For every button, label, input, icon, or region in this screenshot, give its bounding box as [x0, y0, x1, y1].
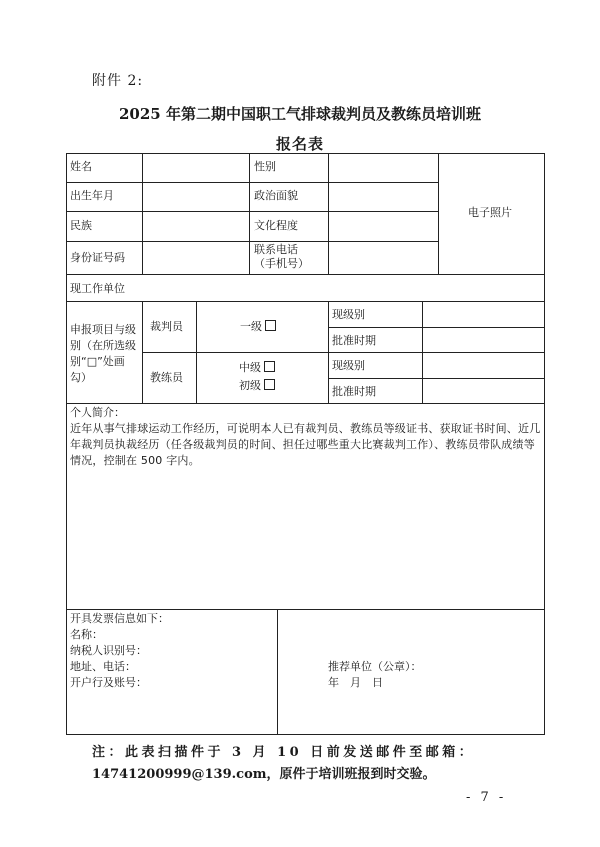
coach-current-level-label: 现级别	[332, 359, 365, 372]
invoice-name-label: 名称：	[70, 628, 103, 641]
workplace-label: 现工作单位	[70, 282, 125, 295]
invoice-tax-id-label: 纳税人识别号：	[70, 644, 147, 657]
phone-label: 联系电话	[254, 243, 298, 256]
attachment-label: 附件 2:	[92, 73, 144, 89]
phone-sub-label: （手机号）	[254, 257, 309, 270]
submission-note-email: 14741200999@139.com，原件于培训班报到时交验。	[92, 767, 436, 782]
referee-level-text: 一级	[240, 320, 262, 333]
referee-label: 裁判员	[150, 320, 183, 333]
birth-label: 出生年月	[70, 189, 114, 202]
coach-level-junior-option[interactable]	[239, 379, 275, 393]
invoice-bank-label: 开户行及账号：	[70, 676, 147, 689]
form-subtitle: 报名表	[275, 135, 324, 153]
ethnicity-label: 民族	[70, 219, 92, 232]
bio-title: 个人简介：	[70, 406, 125, 419]
gender-label: 性别	[254, 160, 276, 173]
referee-approval-time-label: 批准时期	[332, 334, 376, 347]
coach-label: 教练员	[150, 371, 183, 384]
referee-current-level-label: 现级别	[332, 308, 365, 321]
referee-level-option[interactable]	[240, 320, 276, 334]
registration-form	[66, 153, 545, 735]
coach-level-junior-checkbox[interactable]	[264, 379, 275, 390]
page-number: - 7 -	[466, 790, 507, 805]
referee-level-checkbox[interactable]	[265, 320, 276, 331]
date-label: 年 月 日	[328, 676, 383, 689]
coach-approval-time-label: 批准时期	[332, 385, 376, 398]
coach-level-mid-option[interactable]	[239, 361, 275, 375]
page-title: 2025 年第二期中国职工气排球裁判员及教练员培训班	[119, 105, 481, 123]
invoice-title: 开具发票信息如下：	[70, 612, 169, 625]
coach-level-junior-text: 初级	[239, 379, 261, 392]
submission-note: 注：此表扫描件于 3 月 10 日前发送邮件至邮箱：	[92, 745, 476, 760]
coach-level-mid-checkbox[interactable]	[264, 361, 275, 372]
coach-level-mid-text: 中级	[239, 361, 261, 374]
photo-label: 电子照片	[468, 206, 512, 219]
bio-instructions: 近年从事气排球运动工作经历，可说明本人已有裁判员、教练员等级证书、获取证书时间、近几年裁判员执裁经历（任各级裁判员的时间、担任过哪些重大比赛裁判工作）、教练员带队成绩等情况，控制在 500 字内。	[70, 422, 541, 467]
recommend-unit-label: 推荐单位（公章）：	[328, 660, 422, 673]
name-label: 姓名	[70, 160, 92, 173]
id-number-label: 身份证号码	[70, 251, 125, 264]
political-status-label: 政治面貌	[254, 189, 298, 202]
invoice-address-label: 地址、电话：	[70, 660, 136, 673]
apply-level-label: 申报项目与级别（在所选级别“□”处画勾）	[70, 323, 136, 384]
education-label: 文化程度	[254, 219, 298, 232]
